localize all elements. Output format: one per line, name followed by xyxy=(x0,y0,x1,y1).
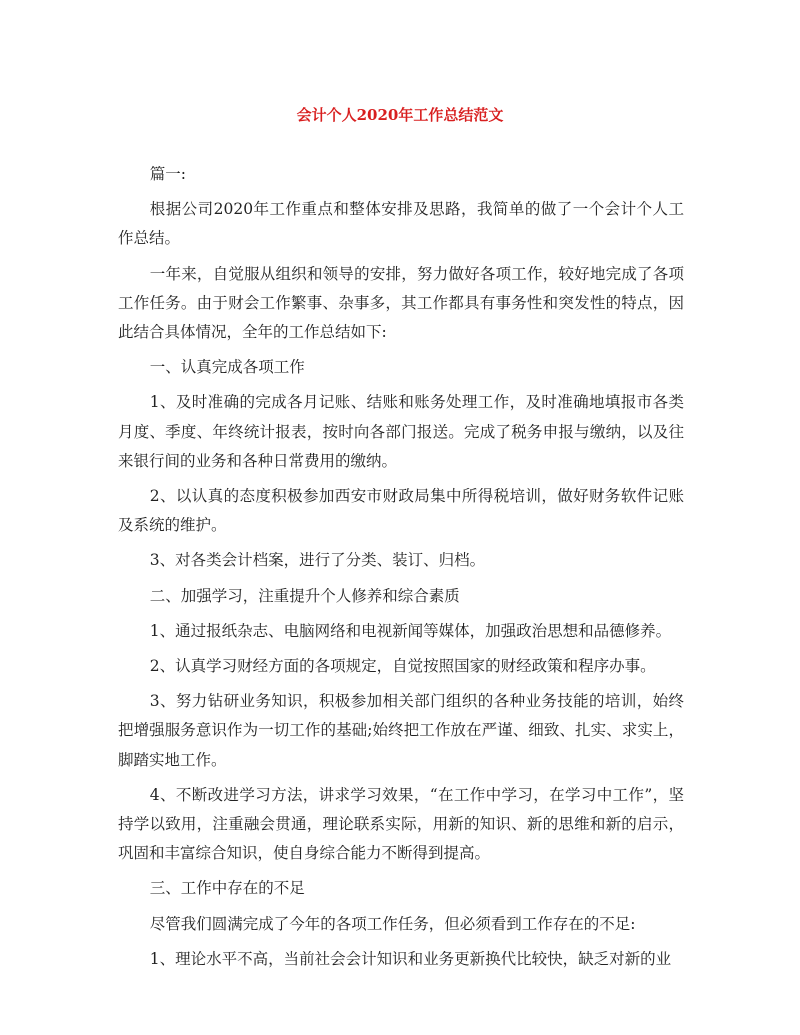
paragraph: 一年来，自觉服从组织和领导的安排，努力做好各项工作，较好地完成了各项工作任务。由于财会工作繁事、杂事多，其工作都具有事务性和突发性的特点，因此结合具体情况，全年的工作总结如下: xyxy=(118,264,684,342)
paragraph: 2、以认真的态度积极参加西安市财政局集中所得税培训，做好财务软件记账及系统的维护。 xyxy=(118,487,684,535)
paragraph: 3、对各类会计档案，进行了分类、装订、归档。 xyxy=(149,551,486,570)
paragraph: 根据公司2020年工作重点和整体安排及思路，我简单的做了一个会计个人工作总结。 xyxy=(118,200,684,248)
paragraph: 1、理论水平不高，当前社会会计知识和业务更新换代比较快，缺乏对新的业 xyxy=(149,949,672,968)
paragraph: 4、不断改进学习方法，讲求学习效果，“在工作中学习，在学习中工作”，坚持学以致用，注重融会贯通，理论联系实际，用新的知识、新的思维和新的启示，巩固和丰富综合知识，使自身综合能力不断得到提高。 xyxy=(118,785,684,863)
paragraph: 1、通过报纸杂志、电脑网络和电视新闻等媒体，加强政治思想和品德修养。 xyxy=(149,621,672,640)
paragraph: 尽管我们圆满完成了今年的各项工作任务，但必须看到工作存在的不足: xyxy=(149,914,636,933)
paragraph-section-label: 篇一: xyxy=(149,165,186,183)
paragraph: 3、努力钻研业务知识，积极参加相关部门组织的各种业务技能的培训，始终把增强服务意识作为一切工作的基础;始终把工作放在严谨、细致、扎实、求实上，脚踏实地工作。 xyxy=(118,692,684,769)
section-heading: 三、工作中存在的不足 xyxy=(149,879,305,898)
paragraph: 2、认真学习财经方面的各项规定，自觉按照国家的财经政策和程序办事。 xyxy=(149,657,656,676)
document-body xyxy=(118,160,684,974)
section-heading: 一、认真完成各项工作 xyxy=(149,358,305,377)
section-heading: 二、加强学习，注重提升个人修养和综合素质 xyxy=(149,586,460,605)
paragraph: 1、及时准确的完成各月记账、结账和账务处理工作，及时准确地填报市各类月度、季度、年终统计报表，按时向各部门报送。完成了税务申报与缴纳，以及往来银行间的业务和各种日常费用的缴纳。 xyxy=(118,393,684,470)
document-title: 会计个人2020年工作总结范文 xyxy=(296,106,504,124)
